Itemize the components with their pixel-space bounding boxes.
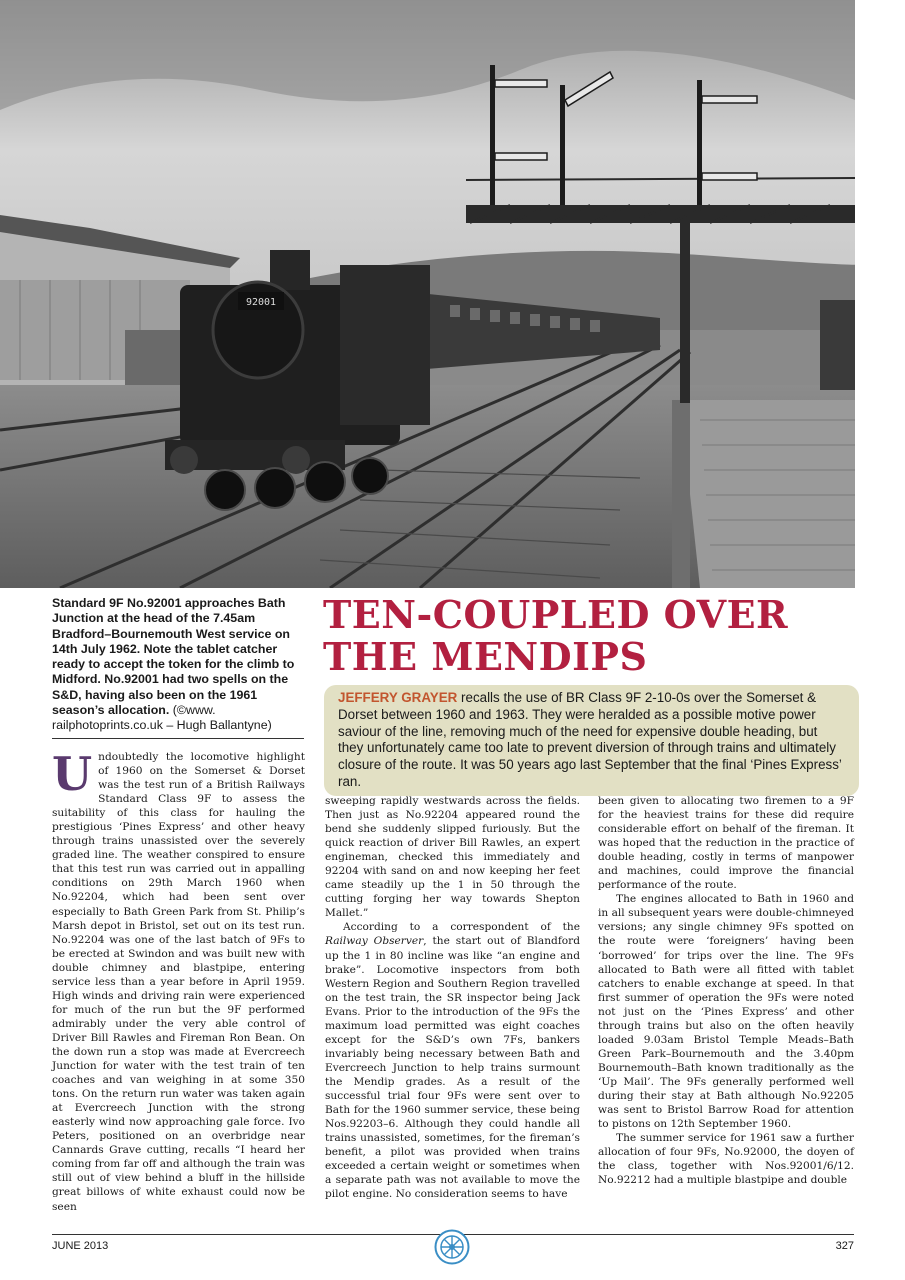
column-2-paragraph-2: According to a correspondent of the Railway Observer, the start out of Blandford up the 1 in 80 incline was like “an engine and brake”. Locomotive inspectors from both Western Region and Southern Region travelled on the test train, the SR inspector being Jack Evans. Prior to the introduction of the 9Fs the maximum load permitted was eight coaches except for the S&D’s own 7Fs, bankers invariably being necessary between Bath and Evercreech Junction to help trains surmount the Mendip grades. As a result of the successful trial four 9Fs were sent over to Bath for the 1960 summer service, these being Nos.92203–6. Although they could handle all trains unassisted, sometimes, for the fireman’s benefit, a pilot was provided when trains exceeded a certain weight or sometimes when a separate path was not available to move the pilot engine. No consideration seems to have bbox=[325, 921, 580, 1201]
column-3-paragraph-1: been given to allocating two firemen to a 9F for the heaviest trains for these did require considerable effort on behalf of the fireman. It was hoped that the reduction in the practice of double heading, costly in terms of manpower and machines, could improve the financial performance of the route. bbox=[598, 795, 854, 892]
column-1-paragraph: ndoubtedly the locomotive highlight of 1960 on the Somerset & Dorset was the test run of a British Railways Standard Class 9F to assess the suitability of this class for hauling the prestigious ‘Pines Express’ and other heavy through trains unassisted over the severely graded line. The weather conspired to ensure that this test run was carried out in appalling conditions on 29th March 1960 when No.92204, which had been sent over especially to Bath Green Park from St. Philip’s Marsh depot in Bristol, set out on its test run. No.92204 was one of the last batch of 9Fs to be erected at Swindon and was built new with double chimney and blastpipe, entering service less than a year before in April 1959. High winds and driving rain were experienced for much of the run but the 9F performed admirably under the very able control of Driver Bill Rawles and Fireman Ron Bean. On the down run a stop was made at Evercreech Junction for water with the test train of ten coaches and van weighing in at some 350 tons. On the return run water was taken again at Evercreech Junction with the strong easterly wind now approaching gale force. Ivo Peters, positioned on an overbridge near Cannards Grave cutting, recalls “I heard her coming from far off and although the train was still out of view behind a bluff in the hillside great billows of white exhaust could now be seen bbox=[52, 751, 305, 1213]
page-number: 327 bbox=[835, 1240, 854, 1252]
steam-locomotive-photo-icon bbox=[0, 0, 855, 588]
body-column-2 bbox=[325, 794, 580, 1201]
caption-credit: (©www. railphotoprints.co.uk – Hugh Ballantyne) bbox=[52, 703, 272, 733]
column-3-paragraph-2: The engines allocated to Bath in 1960 and in all subsequent years were double-chimneyed versions; any single chimney 9Fs spotted on the route were ‘foreigners’ having been ‘borrowed’ for trips over the line. The 9Fs allocated to Bath were all fitted with tablet catchers to enable exchange at speed. In that first summer of operation the 9Fs were noted not just on the ‘Pines Express’ and other through trains but also on the often heavily loaded 9.03am Bristol Temple Meads–Bath Green Park–Bournemouth and the 3.40pm Bournemouth–Bath known traditionally as the ‘Up Mail’. The 9Fs generally performed well during their stay at Bath although No.92205 was sent to Bristol Barrow Road for attention to pistons on 12th September 1960. bbox=[598, 893, 854, 1131]
loco-number-plate: 92001 bbox=[245, 297, 277, 308]
column-2-paragraph-1: sweeping rapidly westwards across the fields. Then just as No.92204 appeared round the bend she suddenly slipped furiously. But the quick reaction of driver Bill Rawles, an expert engineman, checked this immediately and 92204 with sand on and now keeping her feet came steadily up the 1 in 50 through the cutting forging her way towards Shepton Mallet.” bbox=[325, 795, 580, 920]
railway-wheel-logo-icon bbox=[434, 1229, 470, 1265]
column-3-paragraph-3: The summer service for 1961 saw a further allocation of four 9Fs, No.92000, the doyen of the class, together with Nos.92001/6/12. No.92212 had a multiple blastpipe and double bbox=[598, 1132, 854, 1187]
body-column-1 bbox=[52, 747, 305, 1214]
issue-date: JUNE 2013 bbox=[52, 1240, 109, 1252]
caption-main: Standard 9F No.92001 approaches Bath Junction at the head of the 7.45am Bradford–Bournemouth West service on 14th July 1962. Note the tablet catcher ready to accept the token for the climb to Midford. No.92001 had two spells on the S&D, having also been on the 1961 season’s allocation. bbox=[52, 596, 295, 718]
publication-title: Railway Observer bbox=[325, 935, 424, 948]
author-name: JEFFERY GRAYER bbox=[338, 690, 458, 705]
article-headline bbox=[323, 594, 855, 678]
photo-caption bbox=[52, 596, 304, 734]
caption-divider bbox=[52, 738, 304, 739]
locomotive-photo bbox=[0, 0, 855, 588]
headline-line-2: THE MENDIPS bbox=[323, 634, 648, 679]
headline-line-1: TEN-COUPLED OVER bbox=[323, 592, 789, 637]
drop-cap: U bbox=[52, 747, 93, 801]
body-column-3 bbox=[598, 794, 854, 1187]
standfirst-text: recalls the use of BR Class 9F 2-10-0s over the Somerset & Dorset between 1960 and 1963. They were heralded as a possible motive power saviour of the line, removing much of the need for expensive double heading, but they unfortunately came too late to prevent diversion of through trains and ultimately closure of the route. It was 50 years ago last September that the final ‘Pines Express’ ran. bbox=[338, 690, 842, 789]
standfirst-box bbox=[324, 685, 859, 796]
